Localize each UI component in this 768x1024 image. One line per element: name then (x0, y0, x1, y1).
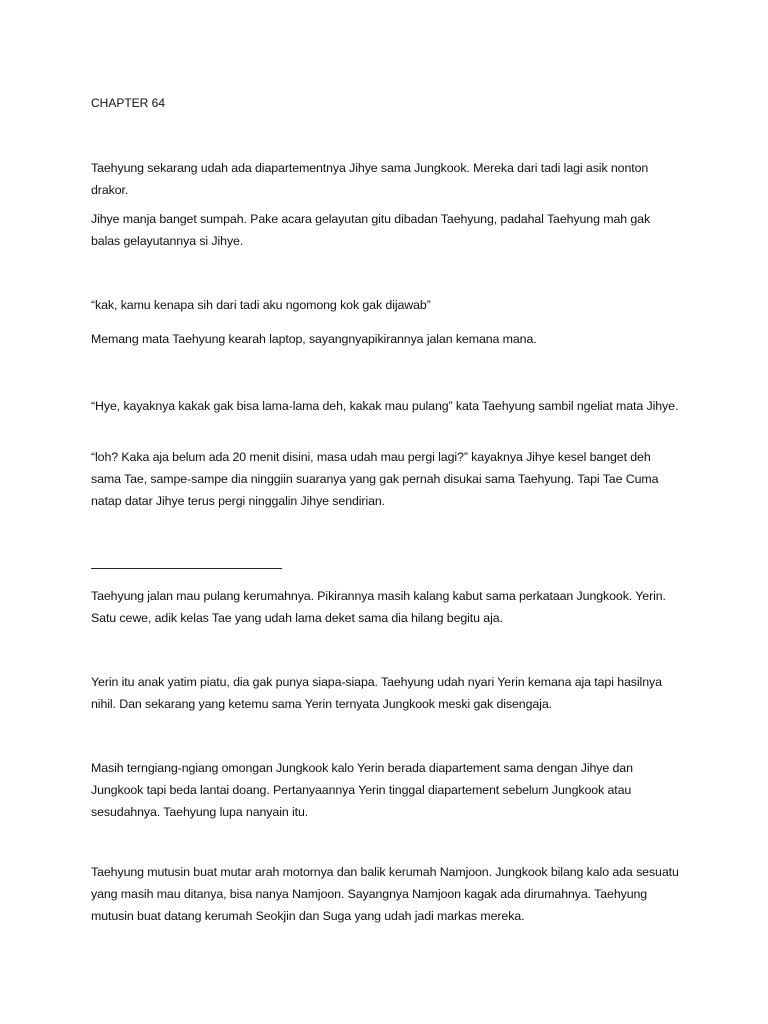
paragraph-2: Jihye manja banget sumpah. Pake acara gelayutan gitu dibadan Taehyung, padahal Taehyung mah gak balas gelayutannya si Jihye. (91, 212, 651, 248)
paragraph-10: Taehyung mutusin buat mutar arah motornya dan balik kerumah Namjoon. Jungkook bilang kalo ada sesuatu yang masih mau ditanya, bisa nanya Namjoon. Sayangnya Namjoon kagak ada dirumahnya. Taehyung mutusin buat datang kerumah Seokjin dan Suga yang udah jadi markas mereka. (91, 865, 679, 923)
paragraph-4: Memang mata Taehyung kearah laptop, sayangnyapikirannya jalan kemana mana. (91, 332, 537, 346)
paragraph-1: Taehyung sekarang udah ada diapartementnya Jihye sama Jungkook. Mereka dari tadi lagi asik nonton drakor. (91, 161, 649, 197)
section-divider (91, 568, 282, 569)
paragraph-3: “kak, kamu kenapa sih dari tadi aku ngomong kok gak dijawab” (91, 298, 431, 312)
paragraph-5: “Hye, kayaknya kakak gak bisa lama-lama deh, kakak mau pulang” kata Taehyung sambil ngeliat mata Jihye. (91, 399, 679, 413)
chapter-heading: CHAPTER 64 (91, 96, 166, 110)
paragraph-7: Taehyung jalan mau pulang kerumahnya. Pikirannya masih kalang kabut sama perkataan Jungkook. Yerin. Satu cewe, adik kelas Tae yang udah lama deket sama dia hilang begitu aja. (91, 589, 666, 625)
paragraph-6: “loh? Kaka aja belum ada 20 menit disini, masa udah mau pergi lagi?” kayaknya Jihye kesel banget deh sama Tae, sampe-sampe dia ninggiin suaranya yang gak pernah disukai sama Taehyung. Tapi Tae Cuma natap datar Jihye terus pergi ninggalin Jihye sendirian. (91, 450, 659, 508)
paragraph-8: Yerin itu anak yatim piatu, dia gak punya siapa-siapa. Taehyung udah nyari Yerin kemana aja tapi hasilnya nihil. Dan sekarang yang ketemu sama Yerin ternyata Jungkook meski gak disengaja. (91, 675, 662, 711)
paragraph-9: Masih terngiang-ngiang omongan Jungkook kalo Yerin berada diapartement sama dengan Jihye dan Jungkook tapi beda lantai doang. Pertanyaannya Yerin tinggal diapartement sebelum Jungkook atau sesudahnya. Taehyung lupa nanyain itu. (91, 761, 633, 819)
